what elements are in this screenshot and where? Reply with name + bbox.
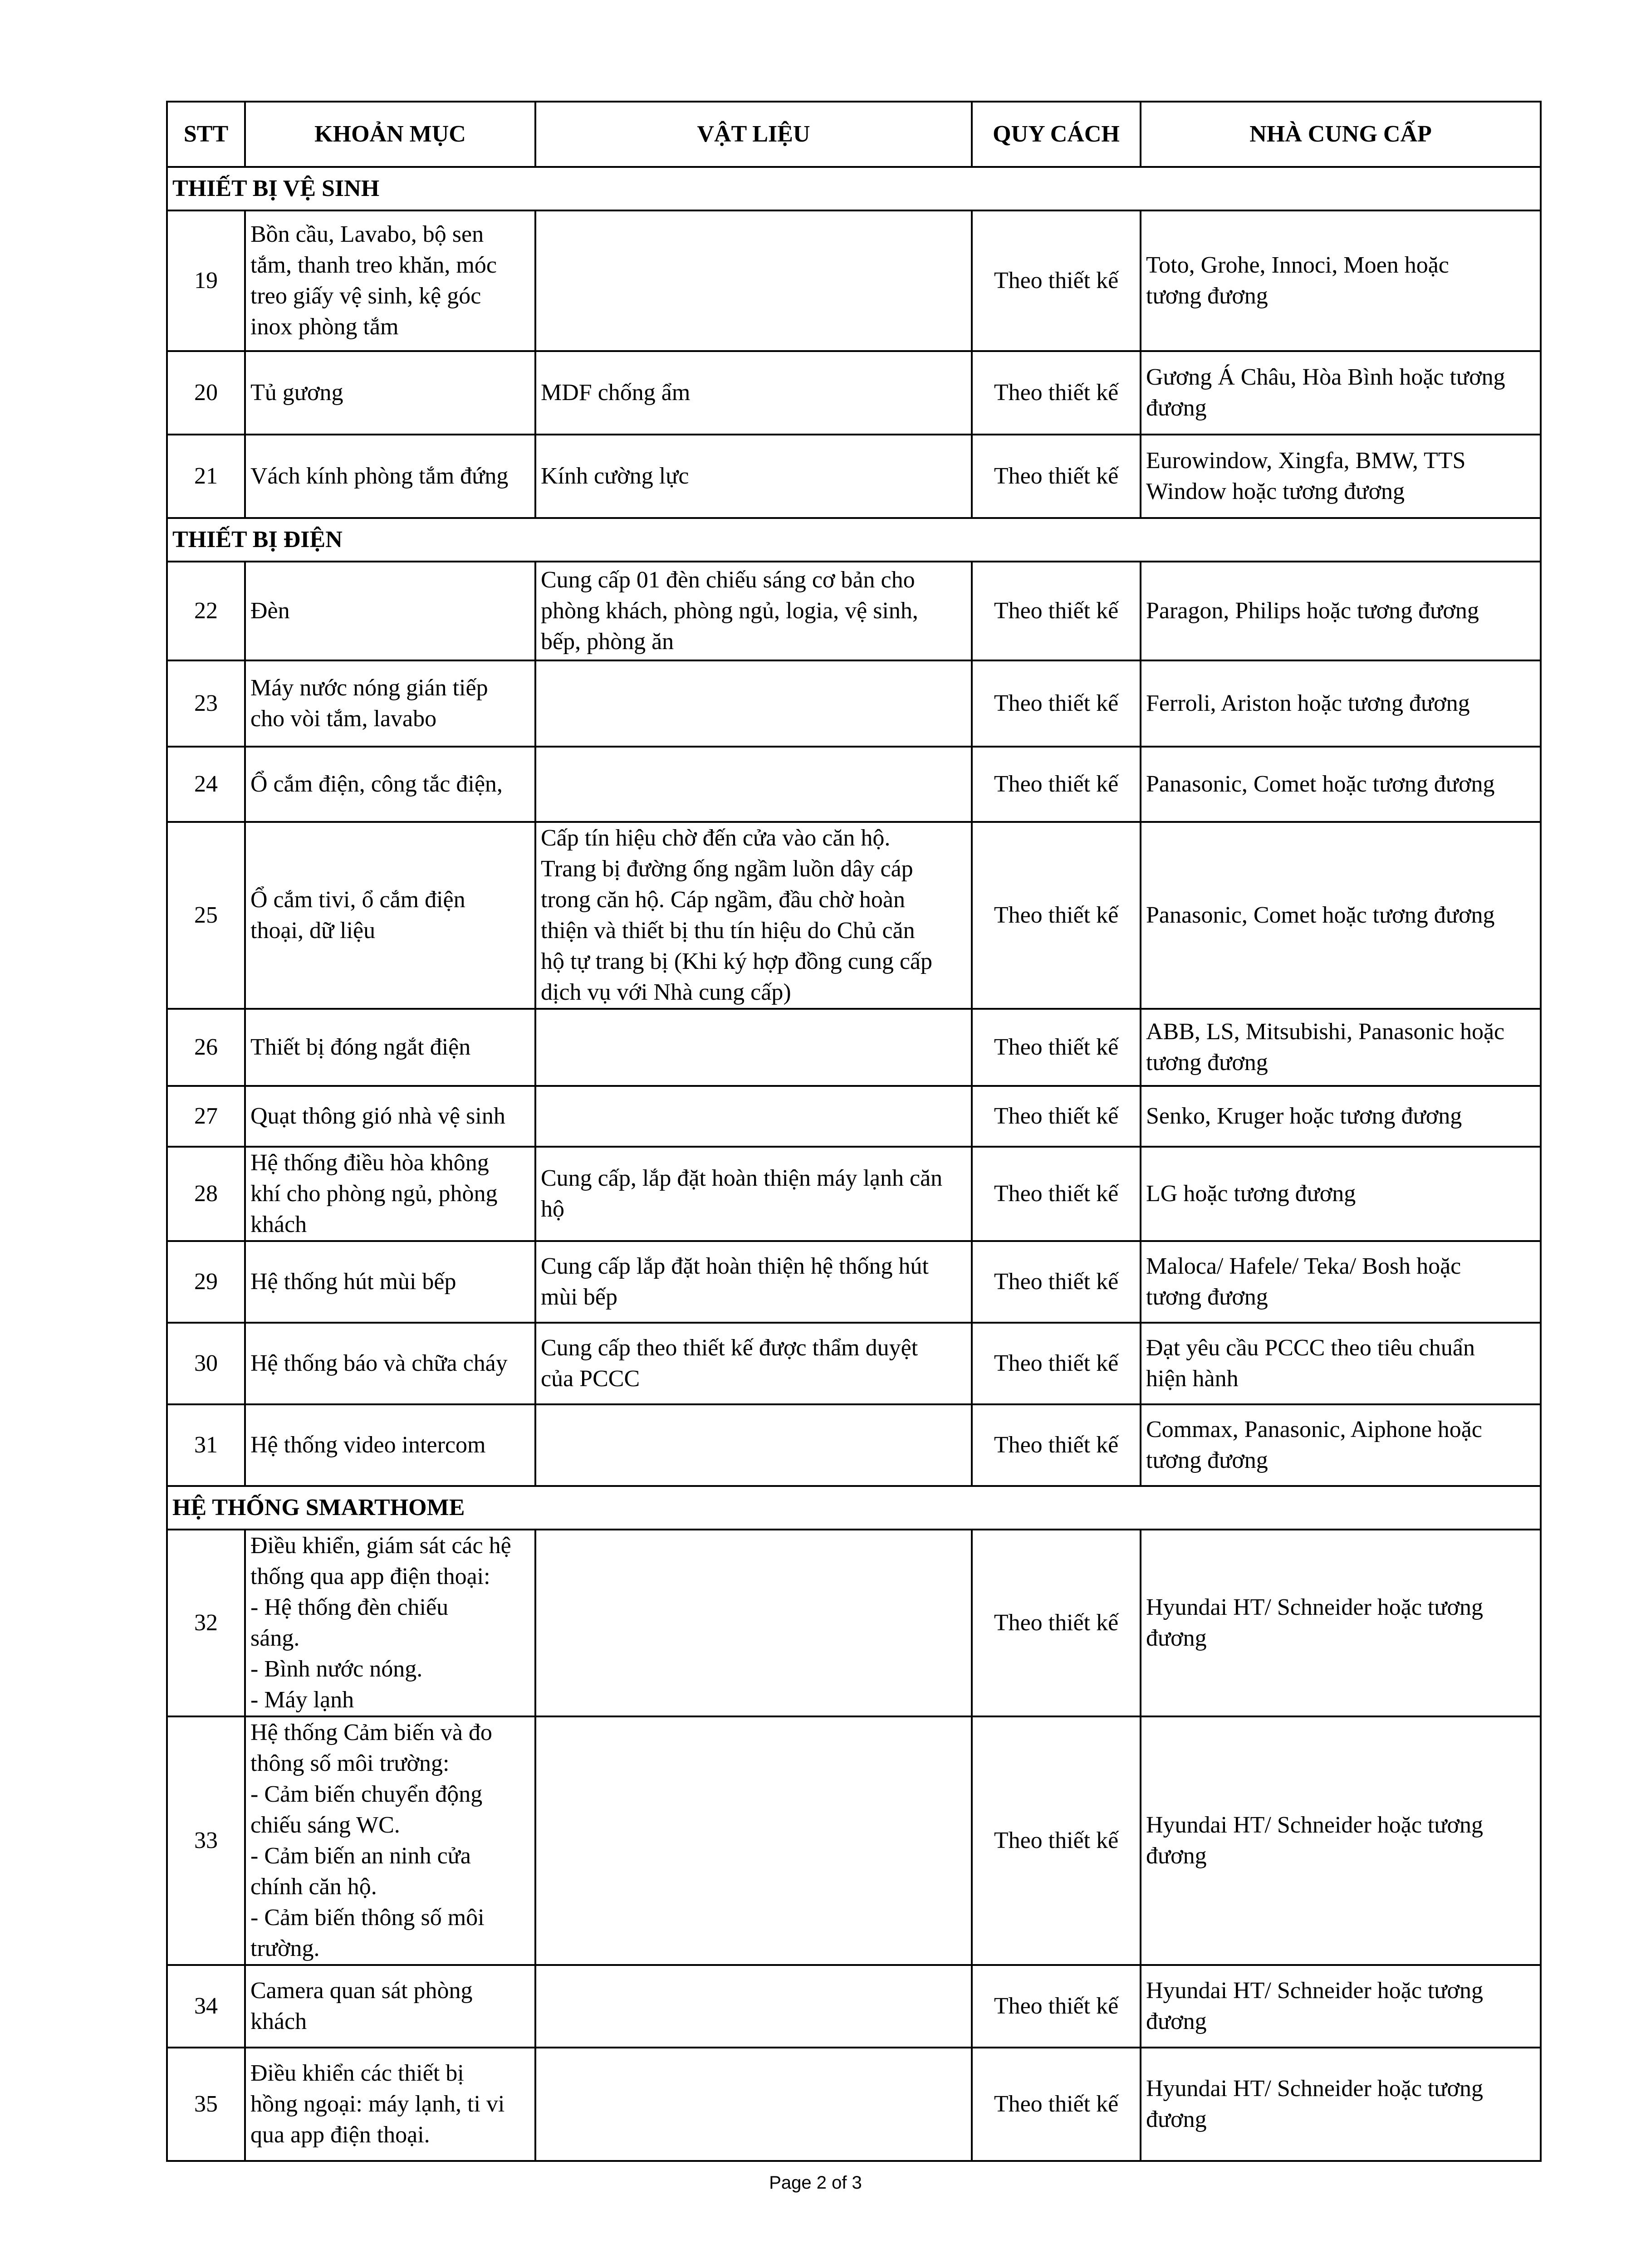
cell-supplier: LG hoặc tương đương xyxy=(1141,1147,1541,1241)
cell-item: Quạt thông gió nhà vệ sinh xyxy=(245,1086,535,1147)
cell-supplier: Hyundai HT/ Schneider hoặc tương đương xyxy=(1141,1530,1541,1716)
table-row xyxy=(167,210,1541,351)
cell-spec: Theo thiết kế xyxy=(972,1009,1141,1086)
section-title: THIẾT BỊ VỆ SINH xyxy=(167,167,1541,210)
spec-table xyxy=(166,101,1542,2162)
cell-stt: 23 xyxy=(167,660,245,747)
table-row xyxy=(167,822,1541,1009)
table-row xyxy=(167,660,1541,747)
cell-supplier: ABB, LS, Mitsubishi, Panasonic hoặc tương đương xyxy=(1141,1009,1541,1086)
cell-stt: 31 xyxy=(167,1404,245,1486)
cell-stt: 27 xyxy=(167,1086,245,1147)
cell-spec: Theo thiết kế xyxy=(972,1404,1141,1486)
cell-supplier: Hyundai HT/ Schneider hoặc tương đương xyxy=(1141,2048,1541,2161)
cell-spec: Theo thiết kế xyxy=(972,1147,1141,1241)
table-row xyxy=(167,1965,1541,2048)
section-row-sanitary xyxy=(167,167,1541,210)
cell-item: Hệ thống điều hòa không khí cho phòng ngủ, phòng khách xyxy=(245,1147,535,1241)
table-row xyxy=(167,2048,1541,2161)
cell-supplier: Commax, Panasonic, Aiphone hoặc tương đương xyxy=(1141,1404,1541,1486)
cell-material: Cấp tín hiệu chờ đến cửa vào căn hộ. Trang bị đường ống ngầm luồn dây cáp trong căn hộ. Cáp ngầm, đầu chờ hoàn thiện và thiết bị thu tín hiệu do Chủ căn hộ tự trang bị (Khi ký hợp đồng cung cấp dịch vụ với Nhà cung cấp) xyxy=(535,822,972,1009)
cell-spec: Theo thiết kế xyxy=(972,1241,1141,1323)
cell-item: Hệ thống hút mùi bếp xyxy=(245,1241,535,1323)
cell-material xyxy=(535,2048,972,2161)
cell-stt: 29 xyxy=(167,1241,245,1323)
table-row xyxy=(167,562,1541,660)
cell-spec: Theo thiết kế xyxy=(972,210,1141,351)
cell-material xyxy=(535,1530,972,1716)
cell-spec: Theo thiết kế xyxy=(972,435,1141,518)
cell-stt: 19 xyxy=(167,210,245,351)
header-material: VẬT LIỆU xyxy=(535,102,972,167)
cell-material: Kính cường lực xyxy=(535,435,972,518)
cell-supplier: Panasonic, Comet hoặc tương đương xyxy=(1141,822,1541,1009)
header-row xyxy=(167,102,1541,167)
cell-item: Đèn xyxy=(245,562,535,660)
header-spec: QUY CÁCH xyxy=(972,102,1141,167)
cell-item: Điều khiển các thiết bị hồng ngoại: máy lạnh, ti vi qua app điện thoại. xyxy=(245,2048,535,2161)
cell-supplier: Đạt yêu cầu PCCC theo tiêu chuẩn hiện hành xyxy=(1141,1323,1541,1404)
cell-supplier: Senko, Kruger hoặc tương đương xyxy=(1141,1086,1541,1147)
cell-supplier: Gương Á Châu, Hòa Bình hoặc tương đương xyxy=(1141,351,1541,435)
cell-spec: Theo thiết kế xyxy=(972,660,1141,747)
cell-supplier: Paragon, Philips hoặc tương đương xyxy=(1141,562,1541,660)
cell-spec: Theo thiết kế xyxy=(972,1086,1141,1147)
cell-item: Điều khiển, giám sát các hệ thống qua app điện thoại: - Hệ thống đèn chiếu sáng. - Bình nước nóng. - Máy lạnh xyxy=(245,1530,535,1716)
cell-item: Hệ thống Cảm biến và đo thông số môi trường: - Cảm biến chuyển động chiếu sáng WC. - Cảm biến an ninh cửa chính căn hộ. - Cảm biến thông số môi trường. xyxy=(245,1716,535,1965)
cell-spec: Theo thiết kế xyxy=(972,1530,1141,1716)
cell-supplier: Panasonic, Comet hoặc tương đương xyxy=(1141,747,1541,822)
table-row xyxy=(167,1086,1541,1147)
cell-spec: Theo thiết kế xyxy=(972,747,1141,822)
cell-item: Hệ thống báo và chữa cháy xyxy=(245,1323,535,1404)
cell-stt: 20 xyxy=(167,351,245,435)
cell-spec: Theo thiết kế xyxy=(972,1716,1141,1965)
cell-stt: 21 xyxy=(167,435,245,518)
header-item: KHOẢN MỤC xyxy=(245,102,535,167)
cell-spec: Theo thiết kế xyxy=(972,822,1141,1009)
table-row xyxy=(167,1241,1541,1323)
section-row-electrical xyxy=(167,518,1541,562)
table-row xyxy=(167,1530,1541,1716)
table-row xyxy=(167,1323,1541,1404)
cell-item: Thiết bị đóng ngắt điện xyxy=(245,1009,535,1086)
cell-item: Ổ cắm tivi, ổ cắm điện thoại, dữ liệu xyxy=(245,822,535,1009)
cell-material xyxy=(535,1009,972,1086)
cell-material: Cung cấp theo thiết kế được thẩm duyệt của PCCC xyxy=(535,1323,972,1404)
cell-material: Cung cấp lắp đặt hoàn thiện hệ thống hút mùi bếp xyxy=(535,1241,972,1323)
table-row xyxy=(167,351,1541,435)
section-row-smarthome xyxy=(167,1486,1541,1530)
cell-item: Camera quan sát phòng khách xyxy=(245,1965,535,2048)
cell-supplier: Eurowindow, Xingfa, BMW, TTS Window hoặc tương đương xyxy=(1141,435,1541,518)
cell-material xyxy=(535,1716,972,1965)
cell-supplier: Hyundai HT/ Schneider hoặc tương đương xyxy=(1141,1965,1541,2048)
cell-stt: 33 xyxy=(167,1716,245,1965)
cell-material: Cung cấp, lắp đặt hoàn thiện máy lạnh căn hộ xyxy=(535,1147,972,1241)
cell-spec: Theo thiết kế xyxy=(972,562,1141,660)
cell-stt: 26 xyxy=(167,1009,245,1086)
table-row xyxy=(167,1147,1541,1241)
cell-stt: 35 xyxy=(167,2048,245,2161)
cell-stt: 22 xyxy=(167,562,245,660)
cell-item: Vách kính phòng tắm đứng xyxy=(245,435,535,518)
cell-material xyxy=(535,1965,972,2048)
cell-stt: 25 xyxy=(167,822,245,1009)
cell-item: Bồn cầu, Lavabo, bộ sen tắm, thanh treo khăn, móc treo giấy vệ sinh, kệ góc inox phòng tắm xyxy=(245,210,535,351)
table-row xyxy=(167,1404,1541,1486)
cell-item: Máy nước nóng gián tiếp cho vòi tắm, lavabo xyxy=(245,660,535,747)
cell-material: Cung cấp 01 đèn chiếu sáng cơ bản cho phòng khách, phòng ngủ, logia, vệ sinh, bếp, phòng ăn xyxy=(535,562,972,660)
header-stt: STT xyxy=(167,102,245,167)
cell-material xyxy=(535,1404,972,1486)
cell-stt: 30 xyxy=(167,1323,245,1404)
cell-material xyxy=(535,210,972,351)
cell-spec: Theo thiết kế xyxy=(972,1323,1141,1404)
cell-stt: 28 xyxy=(167,1147,245,1241)
cell-stt: 32 xyxy=(167,1530,245,1716)
cell-supplier: Toto, Grohe, Innoci, Moen hoặc tương đương xyxy=(1141,210,1541,351)
cell-material xyxy=(535,660,972,747)
cell-item: Ổ cắm điện, công tắc điện, xyxy=(245,747,535,822)
cell-spec: Theo thiết kế xyxy=(972,1965,1141,2048)
cell-item: Tủ gương xyxy=(245,351,535,435)
table-row xyxy=(167,1716,1541,1965)
cell-material xyxy=(535,747,972,822)
section-title: HỆ THỐNG SMARTHOME xyxy=(167,1486,1541,1530)
table-row xyxy=(167,747,1541,822)
cell-material xyxy=(535,1086,972,1147)
section-title: THIẾT BỊ ĐIỆN xyxy=(167,518,1541,562)
header-supplier: NHÀ CUNG CẤP xyxy=(1141,102,1541,167)
cell-supplier: Hyundai HT/ Schneider hoặc tương đương xyxy=(1141,1716,1541,1965)
cell-item: Hệ thống video intercom xyxy=(245,1404,535,1486)
cell-spec: Theo thiết kế xyxy=(972,2048,1141,2161)
cell-material: MDF chống ẩm xyxy=(535,351,972,435)
table-row xyxy=(167,435,1541,518)
page-number: Page 2 of 3 xyxy=(769,2173,862,2193)
table-row xyxy=(167,1009,1541,1086)
cell-supplier: Maloca/ Hafele/ Teka/ Bosh hoặc tương đương xyxy=(1141,1241,1541,1323)
cell-supplier: Ferroli, Ariston hoặc tương đương xyxy=(1141,660,1541,747)
cell-stt: 24 xyxy=(167,747,245,822)
cell-stt: 34 xyxy=(167,1965,245,2048)
cell-spec: Theo thiết kế xyxy=(972,351,1141,435)
